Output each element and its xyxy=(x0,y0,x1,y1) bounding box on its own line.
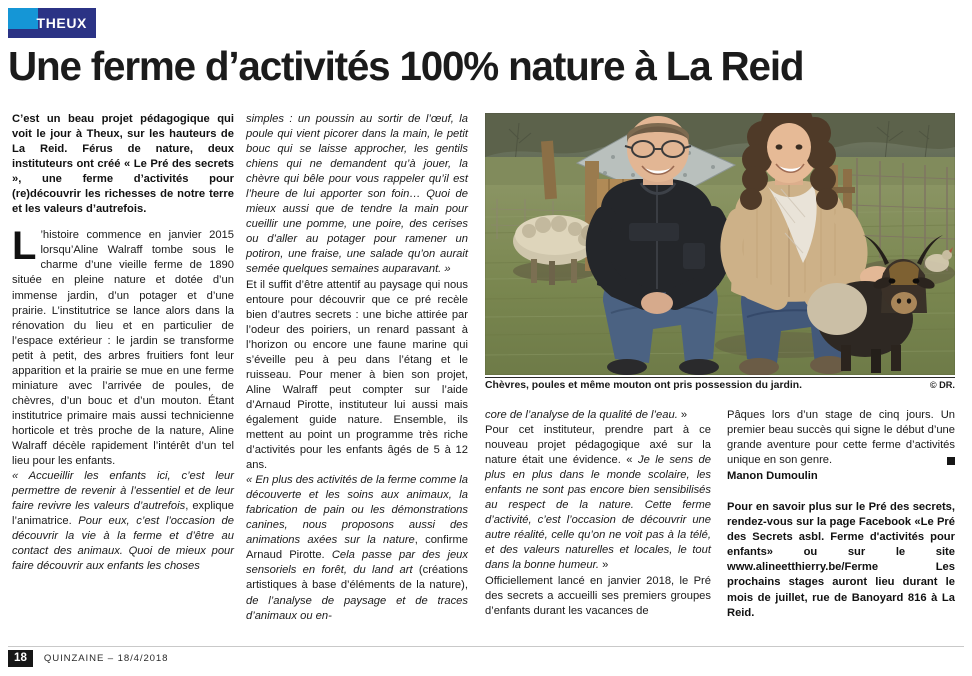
practical-info-block: Pour en savoir plus sur le Pré des secrets, rendez-vous sur la page Facebook «Le Pré des Secrets asbl. Ferme d'activités pour enfants» ou sur le site www.alineetthierry.be/Ferme Les prochains stages auront lieu durant le mois de juillet, rue de Banoyard 816 à La Reid. xyxy=(727,501,955,619)
footer-divider xyxy=(8,646,964,647)
page-footer xyxy=(8,650,168,667)
photo-caption xyxy=(485,380,955,391)
photo-illustration xyxy=(485,113,955,375)
body-paragraph-4: Et il suffit d’être attentif au paysage qui nous entoure pour découvrir que ce pré recèle bien d’autres secrets : une biche attirée par l’odeur des poiriers, un renard passant à l’horizon ou encore une faune marine qui s’éveille peu à peu dans l’étang et le ruisseau. Pour mener à bien son projet, Aline Walraff peut compter sur l’aide d’Arnaud Pirotte, instituteur lui aussi mais également guide nature. Ensemble, ils mettent au point un programme très riche d’activités pour les enfants âgés de 5 à 12 ans. xyxy=(246,278,468,472)
drop-cap: L xyxy=(12,224,37,269)
badge-accent-square xyxy=(8,8,38,29)
end-of-article-marker xyxy=(947,457,955,465)
body-paragraph-8: Officiellement lancé en janvier 2018, le Pré des secrets a accueilli ses premiers groupes d’enfants durant les vacances de xyxy=(485,574,711,617)
kicker-label: THEUX xyxy=(36,15,87,31)
text-column-4 xyxy=(727,408,955,621)
quote-part-7: Je le sens de plus en plus dans le monde scolaire, les enfants ne sont pas encore bien sensibilisés au respect de la nature. Cette ferme d’activité, c’est l’occasion de découvrir une autre réalité, celle qu’on ne voit pas à la télé, et des valeurs naturelles et locales, le tout dans la bonne humeur. xyxy=(485,454,711,572)
text-column-1 xyxy=(12,112,234,574)
quote-part-3: « En plus des activités de la ferme comme la découverte et les soins aux animaux, la fabrication de pain ou les démonstrations canines, nous proposons aussi des animations axées sur la nature xyxy=(246,474,468,547)
quote-close-1: » xyxy=(677,409,688,421)
body-paragraph-9-text: Pâques lors d’un stage de cinq jours. Un premier beau succès qui signe le début d’une grande aventure pour cette ferme d’activités unique en son genre. xyxy=(727,409,955,467)
quote-part-4: Cela passe par des jeux sensoriels en forêt, du land art xyxy=(246,549,468,577)
article-headline: Une ferme d’activités 100% nature à La Reid xyxy=(8,43,804,89)
attribution-1: , explique l’animatrice. xyxy=(12,500,234,528)
body-paragraph-6 xyxy=(485,408,711,423)
text-column-3 xyxy=(485,408,711,619)
text-column-2 xyxy=(246,112,468,624)
body-paragraph-1 xyxy=(12,224,234,469)
caption-text: Chèvres, poules et même mouton ont pris possession du jardin. xyxy=(485,380,802,391)
body-paragraph-9 xyxy=(727,408,955,468)
quote-part-6: core de l’analyse de la qualité de l’eau. xyxy=(485,409,678,421)
author-byline: Manon Dumoulin xyxy=(727,470,818,483)
publication-info: QUINZAINE – 18/4/2018 xyxy=(43,652,169,664)
parenthetical-1: (créations artistiques à base d’éléments de la nature), xyxy=(246,564,469,592)
quote-part-1: « Accueillir les enfants ici, c’est leur permettre de revenir à l’essentiel et de leur faire revivre les valeurs d’autrefois xyxy=(12,470,234,513)
lead-paragraph: C’est un beau projet pédagogique qui voit le jour à Theux, sur les hauteurs de La Reid. Férus de nature, deux instituteurs ont créé « Le Pré des secrets », une ferme d’activités pour (re)découvrir les richesses de notre terre et les valeurs d’autrefois. xyxy=(12,113,234,216)
page-number: 18 xyxy=(8,650,33,667)
body-paragraph-3: simples : un poussin au sortir de l’œuf, la poule qui vient picorer dans la main, le petit bouc qui se laisse approcher, les gentils chiens qui ne demandent qu’à jouer, la chèvre qui bêle pour vous rappeler qu’il est l’heure de lui apporter son foin… Quoi de mieux aussi que de tendre la main pour cueillir une pomme, une poire, des cerises ou d’aller au potager pour ramener un potiron, une fraise, une salade qu’on aurait semée quelques semaines auparavant. » xyxy=(246,113,468,276)
quote-part-5: de l’analyse de paysage et de traces d’animaux ou en- xyxy=(246,594,468,622)
quote-part-2: Pour eux, c’est l’occasion de découvrir la vie à la ferme et d’être au contact des animaux. Quoi de mieux pour faire découvrir aux enfants les choses xyxy=(12,515,234,573)
body-paragraph-5 xyxy=(246,473,468,623)
intro-text-1: Pour cet instituteur, prendre part à ce nouveau projet pédagogique axé sur la nature était une évidence. « xyxy=(485,424,711,467)
article-photo xyxy=(485,113,955,375)
section-kicker-badge xyxy=(8,8,96,38)
body-paragraph-7 xyxy=(485,423,711,573)
quote-close-2: » xyxy=(599,559,609,572)
body-paragraph-2 xyxy=(12,469,234,574)
photo-credit: © DR. xyxy=(929,380,955,390)
body-paragraph-1-text: ’histoire commence en janvier 2015 lorsqu’Aline Walraff tombe sous le charme d’une vieille ferme de 1890 située en pleine nature et dotée d’un immense jardin, d’un potager et d’une prairie. L’institutrice se lance alors dans la rénovation du lieu et en particulier de l’espace extérieur : le jardin se transforme petit à petit, des arbres fruitiers font leur apparition et la prairie se mue en une ferme miniature avec l’arrivée de poules, de chèvres, d’un bouc et d’un mouton. Étant institutrice primaire mais aussi technicienne horticole et très proche de la nature, Aline Walraff décèle rapidement l’intérêt d’un tel lieu pour les enfants. xyxy=(12,229,234,468)
attribution-2: , confirme Arnaud Pirotte. xyxy=(246,534,468,562)
caption-divider xyxy=(485,377,955,378)
